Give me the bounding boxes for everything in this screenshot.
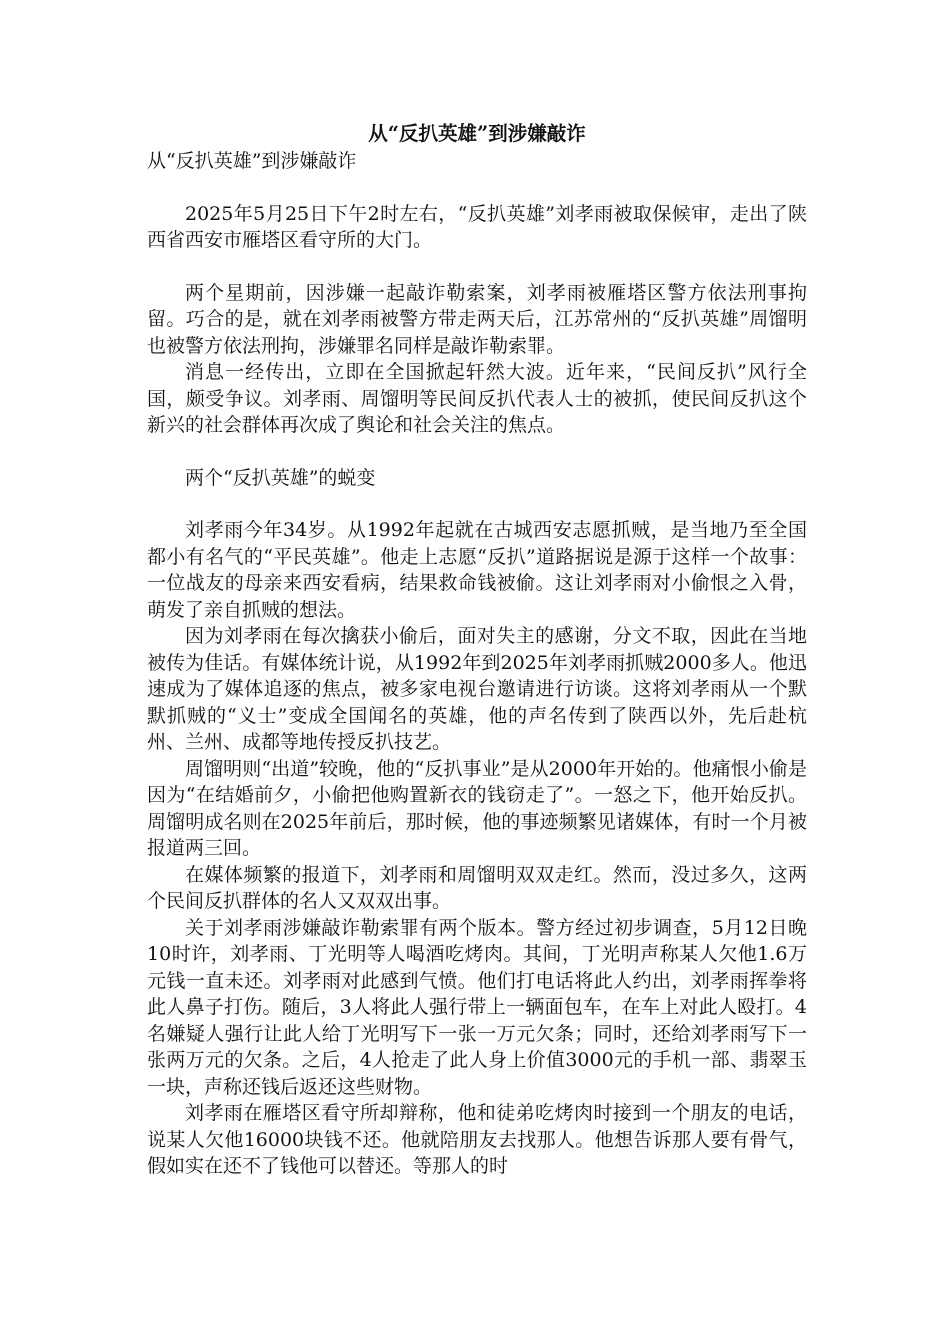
- section-heading: 两个“反扒英雄”的蜕变: [185, 466, 376, 489]
- paragraph-7: 在媒体频繁的报道下，刘孝雨和周馏明双双走红。然而，没过多久，这两个民间反扒群体的名人又双双出事。: [147, 863, 807, 912]
- paragraph-2: 两个星期前，因涉嫌一起敲诈勒索案，刘孝雨被雁塔区警方依法刑事拘留。巧合的是，就在刘孝雨被警方带走两天后，江苏常州的“反扒英雄”周馏明也被警方依法刑拘，涉嫌罪名同样是敲诈勒索罪。: [147, 281, 807, 357]
- spacer: [147, 491, 807, 517]
- document-title: 从“反扒英雄”到涉嫌敲诈: [368, 122, 586, 145]
- document-subtitle: 从“反扒英雄”到涉嫌敲诈: [147, 150, 357, 172]
- paragraph-9: 刘孝雨在雁塔区看守所却辩称，他和徒弟吃烤肉时接到一个朋友的电话，说某人欠他16000块钱不还。他就陪朋友去找那人。他想告诉那人要有骨气，假如实在还不了钱他可以替还。等那人的时: [147, 1102, 807, 1177]
- paragraph-8: 关于刘孝雨涉嫌敲诈勒索罪有两个版本。警方经过初步调查，5月12日晚10时许，刘孝雨、丁光明等人喝酒吃烤肉。其间，丁光明声称某人欠他1.6万元钱一直未还。刘孝雨对此感到气愤。他们打电话将此人约出，刘孝雨挥拳将此人鼻子打伤。随后，3人将此人强行带上一辆面包车，在车上对此人殴打。4名嫌疑人强行让此人给丁光明写下一张一万元欠条；同时，还给刘孝雨写下一张两万元的欠条。之后，4人抢走了此人身上价值3000元的手机一部、翡翠玉一块，声称还钱后返还这些财物。: [147, 916, 807, 1098]
- paragraph-6: 周馏明则“出道”较晚，他的“反扒事业”是从2000年开始的。他痛恨小偷是因为“在结婚前夕，小偷把他购置新衣的钱窃走了”。一怒之下，他开始反扒。周馏明成名则在2025年前后，那时候，他的事迹频繁见诸媒体，有时一个月被报道两三回。: [147, 757, 807, 859]
- document-page: [147, 120, 807, 1180]
- paragraph-1: 2025年5月25日下午2时左右，“反扒英雄”刘孝雨被取保候审，走出了陕西省西安市雁塔区看守所的大门。: [147, 202, 807, 251]
- spacer: [147, 439, 807, 465]
- paragraph-4: 刘孝雨今年34岁。从1992年起就在古城西安志愿抓贼，是当地乃至全国都小有名气的“平民英雄”。他走上志愿“反扒”道路据说是源于这样一个故事：一位战友的母亲来西安看病，结果救命钱被偷。这让刘孝雨对小偷恨之入骨，萌发了亲自抓贼的想法。: [147, 519, 807, 621]
- paragraph-3: 消息一经传出，立即在全国掀起轩然大波。近年来，“民间反扒”风行全国，颇受争议。刘孝雨、周馏明等民间反扒代表人士的被抓，使民间反扒这个新兴的社会群体再次成了舆论和社会关注的焦点。: [147, 361, 807, 436]
- spacer: [147, 254, 807, 280]
- paragraph-5: 因为刘孝雨在每次擒获小偷后，面对失主的感谢，分文不取，因此在当地被传为佳话。有媒体统计说，从1992年到2025年刘孝雨抓贼2000多人。他迅速成为了媒体追逐的焦点，被多家电视台邀请进行访谈。这将刘孝雨从一个默默抓贼的“义士”变成全国闻名的英雄，他的声名传到了陕西以外，先后赴杭州、兰州、成都等地传授反扒技艺。: [147, 625, 807, 753]
- spacer: [147, 175, 807, 201]
